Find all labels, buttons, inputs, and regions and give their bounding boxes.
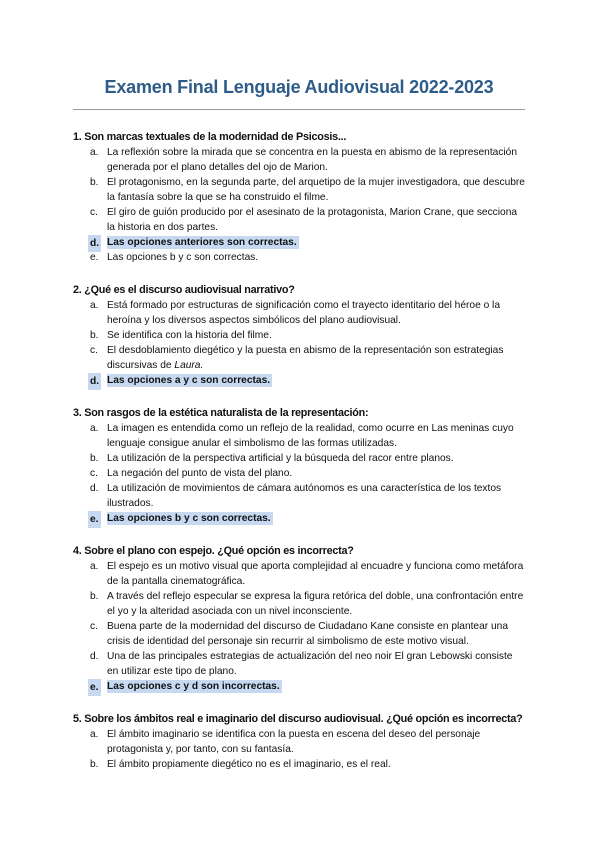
option bbox=[73, 619, 525, 649]
option-text: Las opciones c y d son incorrectas. bbox=[107, 681, 280, 692]
option-letter: c. bbox=[90, 468, 98, 479]
option-text: El giro de guión producido por el asesinato de la protagonista, Marion Crane, que secciona la historia en dos partes. bbox=[107, 207, 518, 233]
question-2 bbox=[73, 283, 525, 388]
option bbox=[73, 421, 525, 451]
option-text: Está formado por estructuras de significación como el trayecto identitario del héroe o la heroína y los diversos aspectos simbólicos del plano audiovisual. bbox=[107, 300, 500, 326]
title-divider bbox=[73, 109, 525, 110]
option-letter: d. bbox=[90, 651, 99, 662]
option-text-italic: Laura. bbox=[174, 360, 204, 371]
option-text: Las opciones b y c son correctas. bbox=[107, 252, 259, 263]
option-text: El espejo es un motivo visual que aporta complejidad al encuadre y funciona como metáfora de la pantalla cinematográfica. bbox=[107, 561, 524, 587]
question-text: 4. Sobre el plano con espejo. ¿Qué opción es incorrecta? bbox=[73, 545, 354, 557]
correct-option bbox=[73, 235, 525, 250]
option bbox=[73, 298, 525, 328]
option-letter: d. bbox=[90, 483, 99, 494]
option bbox=[73, 343, 525, 373]
option-letter: a. bbox=[90, 423, 99, 434]
option-text: Una de las principales estrategias de actualización del neo noir El gran Lebowski consiste en utilizar este tipo de plano. bbox=[107, 651, 513, 677]
option-text: El ámbito propiamente diegético no es el imaginario, es el real. bbox=[107, 759, 391, 770]
option bbox=[73, 481, 525, 511]
option-letter: a. bbox=[90, 729, 99, 740]
option-text: Las opciones b y c son correctas. bbox=[107, 513, 271, 524]
question-text: 1. Son marcas textuales de la modernidad de Psicosis... bbox=[73, 131, 347, 143]
option-letter: c. bbox=[90, 345, 98, 356]
question-list bbox=[73, 130, 525, 772]
option bbox=[73, 175, 525, 205]
option-text: La utilización de la perspectiva artificial y la búsqueda del racor entre planos. bbox=[107, 453, 454, 464]
question-5 bbox=[73, 712, 525, 772]
option bbox=[73, 589, 525, 619]
option-letter: a. bbox=[90, 300, 99, 311]
option-text: La utilización de movimientos de cámara autónomos es una característica de los textos ilustrados. bbox=[107, 483, 502, 509]
option-letter: e. bbox=[90, 252, 99, 263]
option-text: El desdoblamiento diegético y la puesta en abismo de la representación son estrategias discursivas de bbox=[107, 345, 504, 371]
option-letter: b. bbox=[90, 177, 99, 188]
option bbox=[73, 451, 525, 466]
correct-option bbox=[73, 511, 525, 526]
question-3 bbox=[73, 406, 525, 526]
question-text: 5. Sobre los ámbitos real e imaginario del discurso audiovisual. ¿Qué opción es incorrecta? bbox=[73, 713, 523, 725]
option-list bbox=[73, 298, 525, 388]
option-list bbox=[73, 145, 525, 265]
page-title: Examen Final Lenguaje Audiovisual 2022-2023 bbox=[104, 77, 494, 97]
option-letter: b. bbox=[90, 591, 99, 602]
option-letter: b. bbox=[90, 453, 99, 464]
question-1 bbox=[73, 130, 525, 265]
option-letter: d. bbox=[88, 373, 101, 390]
option-letter: a. bbox=[90, 561, 99, 572]
option-list bbox=[73, 421, 525, 526]
option-letter: c. bbox=[90, 207, 98, 218]
option bbox=[73, 145, 525, 175]
option-letter: e. bbox=[88, 679, 101, 696]
option-text: Se identifica con la historia del filme. bbox=[107, 330, 272, 341]
option-letter: d. bbox=[88, 235, 101, 252]
option bbox=[73, 727, 525, 757]
correct-option bbox=[73, 679, 525, 694]
option bbox=[73, 328, 525, 343]
option-text: La imagen es entendida como un reflejo de la realidad, como ocurre en Las meninas cuyo lenguaje consigue anular el simbolismo de las formas utilizadas. bbox=[107, 423, 514, 449]
option-text: A través del reflejo especular se expresa la figura retórica del doble, una confrontación entre el yo y la alteridad asociada con un nivel inconsciente. bbox=[107, 591, 524, 617]
option-list bbox=[73, 559, 525, 694]
option bbox=[73, 757, 525, 772]
option-text: Las opciones a y c son correctas. bbox=[107, 375, 271, 386]
option bbox=[73, 649, 525, 679]
option-letter: b. bbox=[90, 330, 99, 341]
option-letter: b. bbox=[90, 759, 99, 770]
option bbox=[73, 466, 525, 481]
question-text: 3. Son rasgos de la estética naturalista de la representación: bbox=[73, 407, 369, 419]
correct-option bbox=[73, 373, 525, 388]
option-letter: a. bbox=[90, 147, 99, 158]
option-list bbox=[73, 727, 525, 772]
option bbox=[73, 205, 525, 235]
option-text: La negación del punto de vista del plano. bbox=[107, 468, 293, 479]
option-text: La reflexión sobre la mirada que se concentra en la puesta en abismo de la representación generada por el plano detalles del ojo de Marion. bbox=[107, 147, 518, 173]
option-text: Las opciones anteriores son correctas. bbox=[107, 237, 297, 248]
option-text: Buena parte de la modernidad del discurso de Ciudadano Kane consiste en plantear una crisis de identidad del personaje sin recurrir al simbolismo de este motivo visual. bbox=[107, 621, 508, 647]
option-text: El protagonismo, en la segunda parte, del arquetipo de la mujer investigadora, que descubre la fantasía sobre la que se ha construido el filme. bbox=[107, 177, 525, 203]
option-letter: c. bbox=[90, 621, 98, 632]
option bbox=[73, 559, 525, 589]
option-letter: e. bbox=[88, 511, 101, 528]
question-4 bbox=[73, 544, 525, 694]
option bbox=[73, 250, 525, 265]
question-text: 2. ¿Qué es el discurso audiovisual narrativo? bbox=[73, 284, 295, 296]
option-text: El ámbito imaginario se identifica con la puesta en escena del deseo del personaje protagonista y, por tanto, con su fantasía. bbox=[107, 729, 481, 755]
